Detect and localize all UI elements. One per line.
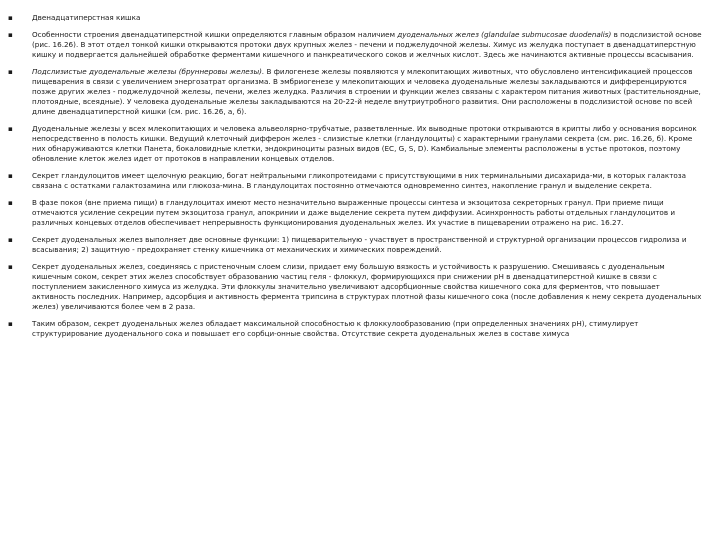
paragraph-text: В фазе покоя (вне приема пищи) в гландулоцитах имеют место незначительно выраженные процессы синтеза и экзоцитоза секреторных гранул. При приеме пищи отмечаются усиление секреции путем экзоцитоза гранул, апокринии и даже выделение секрета путем диффузии. Асинхронность работы отдельных гландулоцитов и различных концевых отделов обеспечивает непрерывность функционирования дуоденальных желез. Их участие в пищеварении отражено на рис. 16.27.	[32, 198, 676, 227]
paragraph-text: Секрет дуоденальных желез выполняет две основные функции: 1) пищеварительную - участвует в пространственной и структурной организации процессов гидролиза и всасывания; 2) защитную - предохраняет стенку кишечника от механических и химических повреждений.	[32, 235, 687, 254]
italic-text: Подслизистые дуоденальные железы (бруннеровы железы).	[32, 67, 265, 76]
bullet-icon: ▪	[8, 198, 13, 207]
paragraph-item	[8, 235, 702, 255]
bullet-icon: ▪	[8, 124, 13, 133]
paragraph-text: Дуоденальные железы у всех млекопитающих и человека альвеолярно-трубчатые, разветвленные. Их выводные протоки открываются в крипты либо у основания ворсинок непосредственно в полость кишки. Ведущий клеточный дифферон желез - слизистые клетки (гландулоциты) с характерными гранулами секрета (см. рис. 16.26, б). Кроме них обнаруживаются клетки Панета, бокаловидные клетки, эндокриноциты разных видов (ЕС, G, S, D). Камбиальные элементы расположены в устье протоков, поэтому обновление клеток желез идет от протоков в направлении концевых отделов.	[32, 124, 697, 163]
paragraph-item	[8, 30, 702, 60]
paragraph-text: Двенадцатиперстная кишка	[32, 13, 141, 22]
paragraph-item	[8, 171, 702, 191]
bullet-icon: ▪	[8, 235, 13, 244]
paragraph-text: Особенности строения двенадцатиперстной кишки определяются главным образом наличием	[32, 30, 398, 39]
paragraph-item	[8, 262, 702, 312]
bullet-icon: ▪	[8, 67, 13, 76]
bullet-list	[8, 13, 702, 339]
bullet-icon: ▪	[8, 30, 13, 39]
paragraph-item	[8, 198, 702, 228]
paragraph-item	[8, 319, 702, 339]
paragraph-text: в подслизистой основе (рис. 16.26). В этот отдел тонкой кишки открываются протоки двух крупных желез - печени и поджелудочной железы. Химус из желудка поступает в двенадцатиперстную кишку и подвергается дальнейшей обработке ферментами кишечного и панкреатического соков и желчных кислот. Здесь же начинаются активные процессы всасывания.	[32, 30, 702, 59]
paragraph-text: Секрет гландулоцитов имеет щелочную реакцию, богат нейтральными гликопротеидами с присутствующими в них терминальными дисахарида-ми, в которых галактоза связана с остатками галактозамина или глюкоза-мина. В гландулоцитах постоянно отмечаются одновременно синтез, накопление гранул и выделение секрета.	[32, 171, 687, 190]
italic-text: дуоденальных желез (glandulae submucosae duodenalis)	[397, 30, 612, 39]
paragraph-item	[8, 124, 702, 164]
paragraph-item	[8, 67, 702, 117]
paragraph-text: В филогенезе железы появляются у млекопитающих животных, что обусловлено интенсификацией процессов пищеварения в связи с увеличением энергозатрат организма. В эмбриогенезе у млекопитающих и человека дуоденальные железы закладываются и дифференцируются позже других желез - поджелудочной железы, печени, желез желудка. Различия в строении и функции желез связаны с характером питания животных (растительноядные, плотоядные, всеядные). У человека дуоденальные железы закладываются на 20-22-й неделе внутриутробного развития. Они расположены в подслизистой основе по всей длине двенадцатиперстной кишки (см. рис. 16.26, а, б).	[32, 67, 701, 116]
bullet-icon: ▪	[8, 171, 13, 180]
paragraph-text: Секрет дуоденальных желез, соединяясь с пристеночным слоем слизи, придает ему большую вязкость и устойчивость к разрушению. Смешиваясь с дуоденальным кишечным соком, секрет этих желез способствует образованию частиц геля - флоккул, формирующихся при снижении рН в двенадцатиперстной кишке в связи с поступлением закисленного химуса из желудка. Эти флоккулы значительно увеличивают адсорбционные свойства кишечного сока для ферментов, что повышает активность последних. Например, адсорбция и активность фермента трипсина в структурах плотной фазы кишечного сока (после добавления к нему секрета дуоденальных желез) увеличиваются более чем в 2 раза.	[32, 262, 702, 311]
bullet-icon: ▪	[8, 262, 13, 271]
bullet-icon: ▪	[8, 13, 13, 22]
bullet-icon: ▪	[8, 319, 13, 328]
paragraph-text: Таким образом, секрет дуоденальных желез обладает максимальной способностью к флоккулообразованию (при определенных значениях рН), стимулирует структурирование дуоденального сока и повышает его сорбци-онные свойства. Отсутствие секрета дуоденальных желез в составе химуса	[32, 319, 639, 338]
paragraph-item	[8, 13, 702, 23]
